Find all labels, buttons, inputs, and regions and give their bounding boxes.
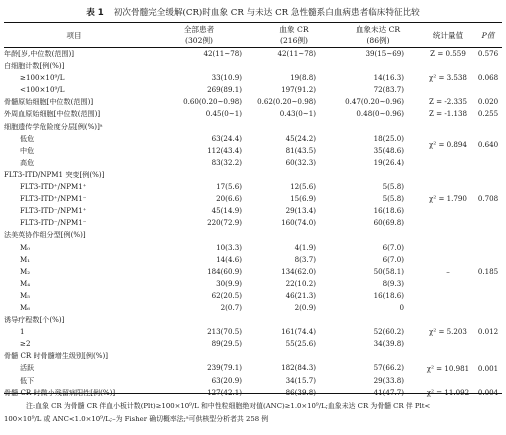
row-label: M₅ bbox=[20, 290, 31, 300]
row-label: ≥100×10⁹/L bbox=[20, 73, 65, 83]
row-label: 骨髓 CR 时骨髓增生级别[例(%)] bbox=[4, 351, 109, 361]
row-label: FLT3-ITD⁻/NPM1⁻ bbox=[20, 218, 87, 228]
table-subrow bbox=[4, 145, 502, 157]
table-subrow bbox=[4, 157, 502, 169]
value-all: 62(20.5) bbox=[211, 290, 242, 300]
value-non-cr: 5(5.8) bbox=[382, 182, 404, 192]
p-value: 0.576 bbox=[477, 49, 499, 58]
value-all: 220(72.9) bbox=[207, 218, 242, 228]
p-value: 0.020 bbox=[477, 97, 499, 107]
value-all: 239(79.1) bbox=[207, 363, 242, 373]
table-row bbox=[4, 121, 502, 133]
value-non-cr: 34(39.8) bbox=[373, 339, 404, 349]
value-non-cr: 6(7.0) bbox=[382, 242, 404, 252]
value-all: 63(24.4) bbox=[211, 133, 242, 143]
p-value: 0.012 bbox=[477, 327, 499, 337]
table-subrow bbox=[4, 266, 502, 278]
row-label: FLT3-ITD⁻/NPM1⁺ bbox=[20, 206, 87, 216]
value-all: 2(0.7) bbox=[220, 302, 242, 312]
table-row bbox=[4, 48, 502, 60]
table-subrow bbox=[4, 242, 502, 254]
value-all: 42(11~78) bbox=[203, 49, 242, 58]
value-cr: 42(11~78) bbox=[277, 49, 316, 58]
value-all: 112(43.4) bbox=[207, 145, 242, 155]
row-label: 年龄[岁,中位数(范围)] bbox=[4, 49, 75, 58]
table-row bbox=[4, 314, 502, 326]
value-cr: 81(43.5) bbox=[285, 145, 316, 155]
p-value: 0.185 bbox=[477, 266, 499, 276]
table-body bbox=[4, 48, 502, 397]
statistic: χ² = 1.790 bbox=[429, 194, 467, 204]
table-subrow bbox=[4, 302, 502, 314]
header-blood-cr: 血象 CR (216例) bbox=[279, 25, 309, 45]
p-value: 0.001 bbox=[477, 363, 499, 373]
table-subrow bbox=[4, 290, 502, 302]
table-subrow bbox=[4, 217, 502, 229]
row-label: M₂ bbox=[20, 266, 31, 276]
row-label: 活跃 bbox=[20, 363, 35, 373]
header-blood-non-cr: 血象未达 CR (86例) bbox=[355, 25, 401, 45]
value-non-cr: 35(48.6) bbox=[373, 145, 404, 155]
value-all: 33(10.9) bbox=[211, 73, 242, 83]
row-label: 外周血原始细胞[中位数(范围)] bbox=[4, 109, 101, 119]
row-label: M₁ bbox=[20, 254, 31, 264]
value-cr: 160(74.0) bbox=[281, 218, 316, 228]
table-row bbox=[4, 229, 502, 241]
value-non-cr: 50(58.1) bbox=[373, 266, 404, 276]
row-label: 低下 bbox=[20, 375, 35, 385]
value-cr: 60(32.3) bbox=[285, 157, 316, 167]
value-cr: 161(74.4) bbox=[281, 327, 316, 337]
row-label: FLT3-ITD⁺/NPM1⁺ bbox=[20, 182, 87, 192]
row-label: 骨髓原始细胞[中位数(范围)] bbox=[4, 97, 94, 107]
table-caption bbox=[4, 4, 502, 22]
value-cr: 8(3.7) bbox=[294, 254, 316, 264]
p-value: 0.708 bbox=[477, 194, 499, 204]
table-title: 初次骨髓完全缓解(CR)时血象 CR 与未达 CR 急性髓系白血病患者临床特征比较 bbox=[113, 8, 420, 18]
row-label: 法美英协作组分型[例(%)] bbox=[4, 230, 86, 240]
table-subrow bbox=[4, 181, 502, 193]
table-subrow bbox=[4, 326, 502, 338]
row-label: 白细胞计数[例(%)] bbox=[4, 61, 65, 71]
p-value: 0.004 bbox=[477, 387, 499, 397]
row-label: 低危 bbox=[20, 133, 35, 143]
value-cr: 182(84.3) bbox=[281, 363, 316, 373]
statistic: Z = -2.335 bbox=[428, 97, 468, 107]
value-non-cr: 72(83.7) bbox=[373, 85, 404, 95]
value-cr: 0.62(0.20~0.98) bbox=[257, 97, 316, 107]
value-non-cr: 16(18.6) bbox=[373, 206, 404, 216]
value-all: 213(70.5) bbox=[207, 327, 242, 337]
value-cr: 0.43(0~1) bbox=[279, 109, 316, 119]
table-subrow bbox=[4, 205, 502, 217]
value-non-cr: 8(9.3) bbox=[382, 278, 404, 288]
header-item: 项目 bbox=[66, 30, 82, 40]
value-all: 89(29.5) bbox=[211, 339, 242, 349]
value-non-cr: 41(47.7) bbox=[373, 387, 404, 397]
row-label: 高危 bbox=[20, 157, 35, 167]
value-all: 83(32.2) bbox=[211, 157, 242, 167]
row-label: 细胞遗传学危险度分层[例(%)]ᵃ bbox=[4, 121, 103, 131]
value-cr: 2(0.9) bbox=[294, 302, 316, 312]
table-subrow bbox=[4, 72, 502, 84]
statistic: χ² = 5.203 bbox=[429, 327, 467, 337]
row-label: 骨髓 CR 时微小残留病阳性[例(%)] bbox=[4, 387, 116, 397]
value-all: 45(14.9) bbox=[211, 206, 242, 216]
value-non-cr: 0.47(0.20~0.96) bbox=[345, 97, 404, 107]
row-label: FLT3-ITD/NPM1 突变[例(%)] bbox=[4, 169, 105, 179]
header-p-value: P值 bbox=[481, 30, 495, 40]
statistic: – bbox=[446, 266, 450, 276]
table-subrow bbox=[4, 338, 502, 350]
row-label: M₆ bbox=[20, 302, 31, 312]
value-all: 63(20.9) bbox=[211, 375, 242, 385]
value-all: 14(4.6) bbox=[216, 254, 242, 264]
table-row bbox=[4, 169, 502, 181]
row-label: 中危 bbox=[20, 145, 35, 155]
header-all-patients: 全部患者 (302例) bbox=[183, 25, 215, 45]
table-subrow bbox=[4, 362, 502, 374]
value-cr: 197(91.2) bbox=[281, 85, 316, 95]
value-non-cr: 57(66.2) bbox=[373, 363, 404, 373]
value-all: 0.45(0~1) bbox=[205, 109, 242, 119]
value-cr: 12(5.6) bbox=[290, 182, 316, 192]
row-label: 1 bbox=[20, 327, 25, 337]
value-all: 0.60(0.20~0.98) bbox=[183, 97, 242, 107]
statistic: Z = -1.138 bbox=[428, 109, 468, 119]
value-cr: 55(25.6) bbox=[285, 339, 316, 349]
table-footnote bbox=[4, 400, 502, 426]
row-label: <100×10⁹/L bbox=[20, 85, 65, 95]
value-all: 184(60.9) bbox=[207, 266, 242, 276]
table-subrow bbox=[4, 375, 502, 387]
statistic: χ² = 3.538 bbox=[429, 73, 467, 83]
row-label: M₄ bbox=[20, 278, 31, 288]
table-subrow bbox=[4, 133, 502, 145]
value-all: 17(5.6) bbox=[216, 182, 242, 192]
value-non-cr: 60(69.8) bbox=[373, 218, 404, 228]
statistic: χ² = 10.981 bbox=[426, 363, 470, 373]
table-subrow bbox=[4, 84, 502, 96]
value-non-cr: 18(25.0) bbox=[373, 133, 404, 143]
value-non-cr: 16(18.6) bbox=[373, 290, 404, 300]
row-label: ≥2 bbox=[20, 339, 31, 349]
value-non-cr: 29(33.8) bbox=[373, 375, 404, 385]
statistic: Z = 0.559 bbox=[430, 49, 466, 58]
value-non-cr: 39(15~69) bbox=[365, 49, 404, 58]
value-cr: 45(24.2) bbox=[285, 133, 316, 143]
value-non-cr: 52(60.2) bbox=[373, 327, 404, 337]
statistic: χ² = 0.894 bbox=[429, 139, 467, 149]
value-cr: 134(62.0) bbox=[281, 266, 316, 276]
row-label: M₀ bbox=[20, 242, 31, 252]
p-value: 0.068 bbox=[477, 73, 499, 83]
table-number: 表 1 bbox=[86, 8, 104, 18]
p-value: 0.640 bbox=[477, 139, 499, 149]
header-statistic: 统计量值 bbox=[432, 30, 464, 40]
value-non-cr: 14(16.3) bbox=[373, 73, 404, 83]
table-row bbox=[4, 60, 502, 72]
value-cr: 34(15.7) bbox=[285, 375, 316, 385]
value-cr: 19(8.8) bbox=[290, 73, 316, 83]
value-non-cr: 6(7.0) bbox=[382, 254, 404, 264]
value-cr: 86(39.8) bbox=[285, 387, 316, 397]
table-subrow bbox=[4, 193, 502, 205]
table-subrow bbox=[4, 278, 502, 290]
value-non-cr: 0.48(0~0.96) bbox=[356, 109, 404, 119]
table-row bbox=[4, 387, 502, 399]
value-all: 30(9.9) bbox=[216, 278, 242, 288]
value-non-cr: 0 bbox=[399, 302, 404, 312]
table-subrow bbox=[4, 254, 502, 266]
footnote-line-2: 100×10⁹/L 或 ANC<1.0×10⁹/L;–为 Fisher 确切概率法;ᵃ可供核型分析者共 258 例 bbox=[4, 415, 269, 423]
statistic: χ² = 11.092 bbox=[426, 387, 470, 397]
value-cr: 22(10.2) bbox=[285, 278, 316, 288]
value-cr: 15(6.9) bbox=[290, 194, 316, 204]
value-all: 269(89.1) bbox=[207, 85, 242, 95]
row-label: FLT3-ITD⁺/NPM1⁻ bbox=[20, 194, 87, 204]
row-label: 诱导疗程数[个(%)] bbox=[4, 315, 65, 325]
table-header bbox=[4, 23, 502, 47]
footnote-line-1: 注:血象 CR 为骨髓 CR 伴血小板计数(Plt)≥100×10⁹/L 和中性粒细胞绝对值(ANC)≥1.0×10⁹/L;血象未达 CR 为骨髓 CR 伴 Plt< bbox=[26, 402, 431, 410]
value-cr: 4(1.9) bbox=[294, 242, 316, 252]
value-cr: 46(21.3) bbox=[285, 290, 316, 300]
p-value: 0.255 bbox=[477, 109, 499, 119]
value-non-cr: 5(5.8) bbox=[382, 194, 404, 204]
value-all: 20(6.6) bbox=[216, 194, 242, 204]
value-all: 127(42.1) bbox=[207, 387, 242, 397]
value-non-cr: 19(26.4) bbox=[373, 157, 404, 167]
value-all: 10(3.3) bbox=[216, 242, 242, 252]
table-row bbox=[4, 350, 502, 362]
table-row bbox=[4, 108, 502, 120]
table-row bbox=[4, 96, 502, 108]
value-cr: 29(13.4) bbox=[285, 206, 316, 216]
